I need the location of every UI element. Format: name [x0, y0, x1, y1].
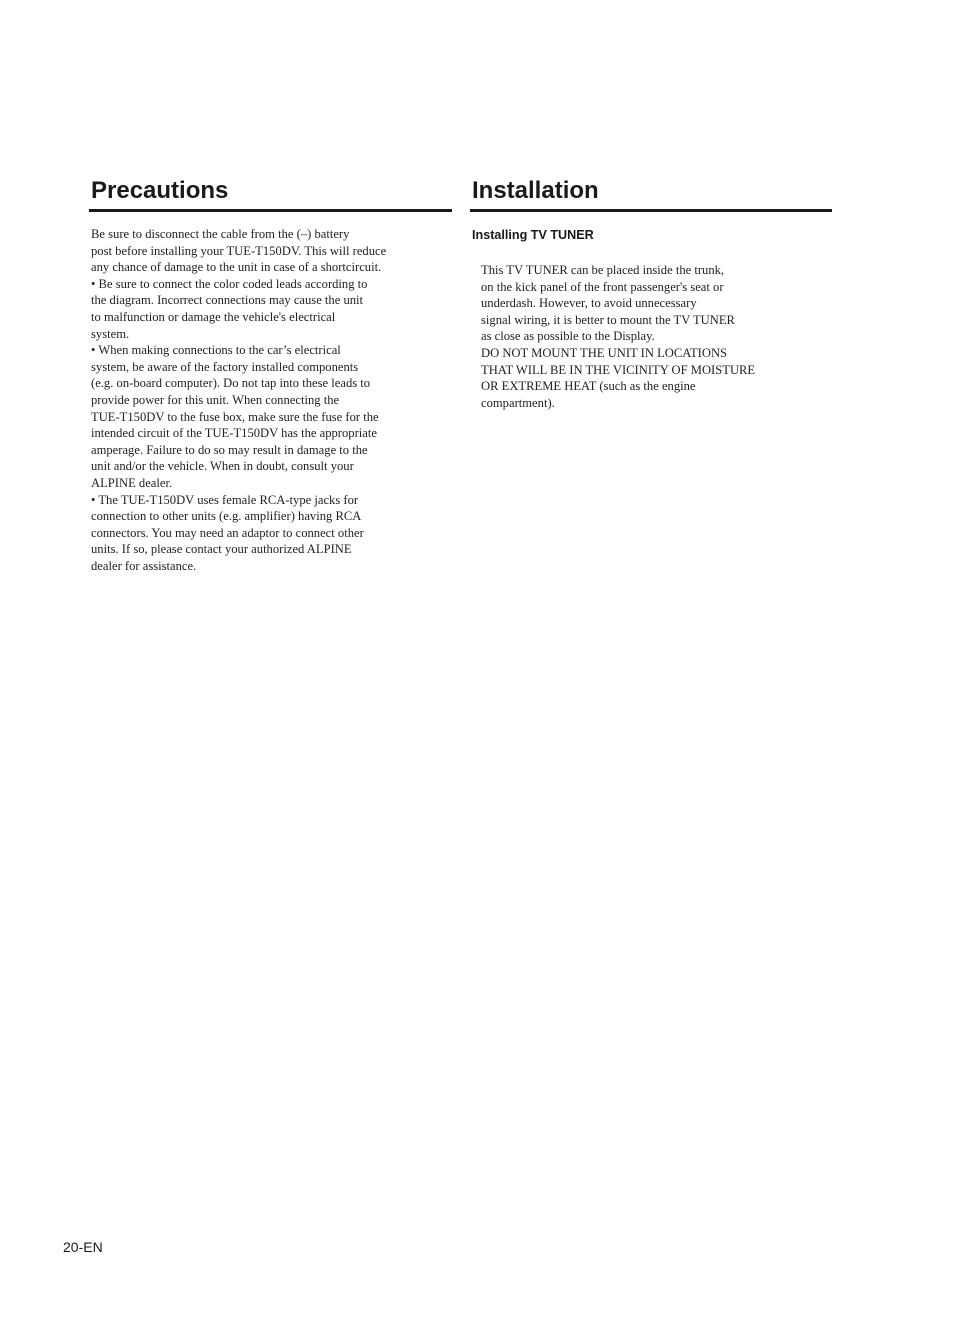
installation-heading: Installation	[470, 176, 832, 212]
installation-line: on the kick panel of the front passenger's seat or	[481, 279, 724, 294]
precautions-line: system, be aware of the factory installed components	[91, 359, 359, 374]
precautions-line: post before installing your TUE-T150DV. This will reduce	[91, 243, 387, 258]
precautions-line: • The TUE-T150DV uses female RCA-type jacks for	[91, 492, 359, 507]
installation-line: OR EXTREME HEAT (such as the engine	[481, 379, 696, 394]
precautions-line: units. If so, please contact your authorized ALPINE	[91, 542, 352, 557]
precautions-line: • Be sure to connect the color coded leads according to	[91, 276, 368, 291]
precautions-line: (e.g. on-board computer). Do not tap into these leads to	[91, 376, 371, 391]
precautions-line: the diagram. Incorrect connections may cause the unit	[91, 293, 364, 308]
page-number: 20-EN	[63, 1239, 103, 1255]
installation-line: THAT WILL BE IN THE VICINITY OF MOISTURE	[481, 362, 756, 377]
precautions-line: connectors. You may need an adaptor to connect other	[91, 525, 364, 540]
installation-line: This TV TUNER can be placed inside the trunk,	[481, 263, 725, 277]
installation-line: as close as possible to the Display.	[481, 329, 655, 344]
precautions-section	[89, 176, 452, 574]
precautions-line: amperage. Failure to do so may result in damage to the	[91, 442, 368, 457]
precautions-line: provide power for this unit. When connecting the	[91, 392, 340, 407]
precautions-line: Be sure to disconnect the cable from the (–) battery	[91, 227, 350, 241]
precautions-line: to malfunction or damage the vehicle's electrical	[91, 309, 336, 324]
installation-line: underdash. However, to avoid unnecessary	[481, 296, 697, 311]
precautions-line: dealer for assistance.	[91, 558, 197, 573]
precautions-body	[89, 226, 452, 574]
precautions-line: any chance of damage to the unit in case of a shortcircuit.	[91, 260, 382, 275]
installation-line: DO NOT MOUNT THE UNIT IN LOCATIONS	[481, 345, 728, 360]
installation-line: signal wiring, it is better to mount the TV TUNER	[481, 312, 735, 327]
installation-line: compartment).	[481, 395, 555, 410]
precautions-line: intended circuit of the TUE-T150DV has the appropriate	[91, 426, 377, 441]
installation-section	[470, 176, 832, 411]
precautions-line: unit and/or the vehicle. When in doubt, consult your	[91, 459, 354, 474]
installation-body	[470, 262, 832, 411]
precautions-line: connection to other units (e.g. amplifier) having RCA	[91, 509, 362, 524]
precautions-heading: Precautions	[89, 176, 452, 212]
precautions-line: system.	[91, 326, 130, 341]
precautions-line: TUE-T150DV to the fuse box, make sure the fuse for the	[91, 409, 379, 424]
installation-subheading: Installing TV TUNER	[472, 228, 594, 242]
precautions-line: • When making connections to the car’s electrical	[91, 343, 341, 358]
precautions-line: ALPINE dealer.	[91, 475, 173, 490]
